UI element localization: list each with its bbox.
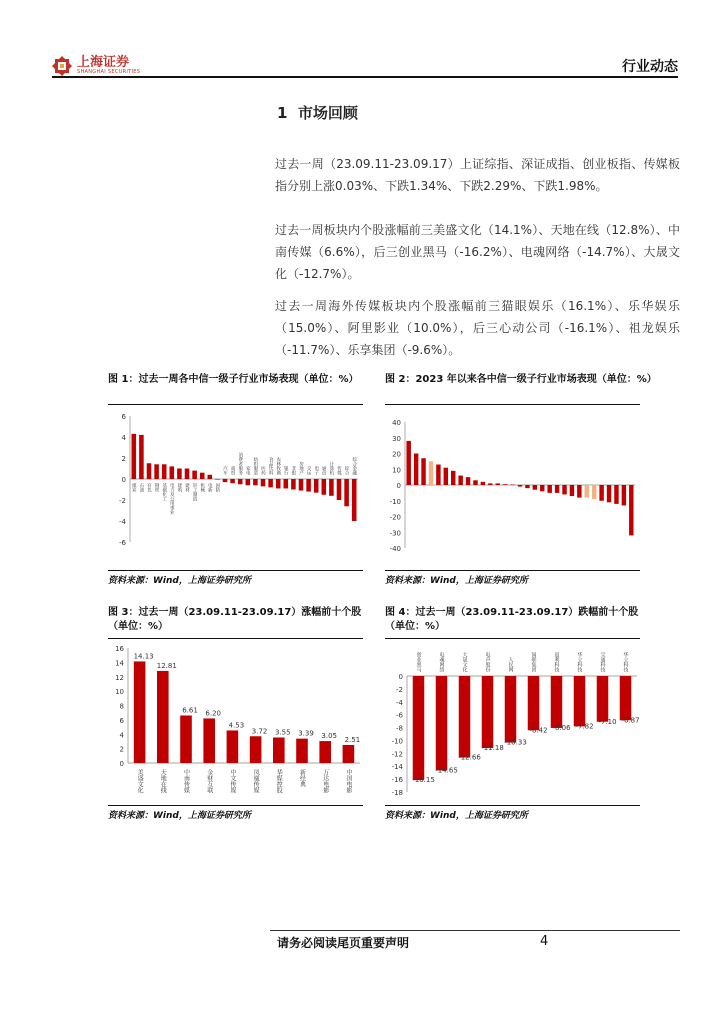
y-tick-label: 10 bbox=[392, 466, 401, 475]
bar bbox=[250, 736, 262, 763]
bar bbox=[607, 485, 611, 502]
bar bbox=[238, 479, 243, 484]
bar bbox=[246, 479, 251, 485]
bar bbox=[574, 676, 586, 726]
header-divider bbox=[52, 76, 678, 78]
figure-4-top-rule bbox=[385, 638, 640, 639]
bar bbox=[599, 485, 603, 501]
bar bbox=[147, 463, 152, 479]
x-tick-label: 商贸 bbox=[230, 466, 236, 475]
bar bbox=[436, 676, 448, 770]
bar bbox=[352, 479, 357, 521]
figure-2-bottom-rule bbox=[385, 570, 640, 571]
bar bbox=[577, 485, 581, 498]
x-tick-label: 宝通科技 bbox=[599, 652, 606, 672]
data-label: 3.05 bbox=[321, 732, 337, 741]
x-tick-label: 建材 bbox=[184, 483, 190, 492]
paragraph-index-summary: 过去一周（23.09.11-23.09.17）上证综指、深证成指、创业板指、传媒板指分别上涨0.03%、下跌1.34%、下跌2.29%、下跌1.98%。 bbox=[275, 157, 680, 193]
y-tick-label: -8 bbox=[396, 724, 403, 733]
y-tick-label: 8 bbox=[119, 702, 124, 711]
data-label: -16.15 bbox=[412, 776, 435, 785]
brand-logo-icon bbox=[52, 56, 72, 76]
figure-3-top-rule bbox=[108, 638, 363, 639]
bar bbox=[488, 483, 492, 485]
bar bbox=[429, 461, 433, 485]
x-tick-label: 中南传媒 bbox=[182, 769, 190, 793]
section-title bbox=[277, 102, 358, 123]
x-tick-label: 华立科技 bbox=[576, 652, 583, 672]
paragraph-sector-stocks: 过去一周板块内个股涨幅前三美盛文化（14.1%）、天地在线（12.8%）、中南传媒（6.6%），后三创业黑马（-16.2%）、电魂网络（-14.7%）、大晟文化（-12.7%）。 bbox=[275, 223, 680, 281]
bar bbox=[614, 485, 618, 504]
data-label: -8.06 bbox=[552, 723, 571, 732]
x-tick-label: 电魂网络 bbox=[438, 652, 445, 672]
x-tick-label: 大晟文化 bbox=[461, 652, 468, 672]
page-number: 4 bbox=[540, 934, 549, 949]
x-tick-label: 房地产 bbox=[298, 461, 304, 475]
y-tick-label: -10 bbox=[391, 737, 403, 746]
figure-2-source: 资料来源：Wind，上海证券研究所 bbox=[385, 576, 528, 586]
y-tick-label: -40 bbox=[389, 545, 401, 553]
x-tick-label: 电力及公用事业 bbox=[169, 483, 175, 515]
x-tick-label: 国联集团 bbox=[530, 652, 537, 672]
y-tick-label: -2 bbox=[396, 685, 403, 694]
figure-3-bottom-rule bbox=[108, 805, 363, 806]
x-tick-label: 中国电影 bbox=[344, 769, 352, 793]
data-label: 4.53 bbox=[228, 721, 245, 730]
data-label: 3.55 bbox=[275, 728, 291, 737]
x-tick-label: 综合 bbox=[344, 466, 350, 475]
figure-4-source: 资料来源：Wind，上海证券研究所 bbox=[385, 811, 528, 821]
bar bbox=[162, 464, 167, 479]
bar bbox=[329, 479, 334, 496]
x-tick-label: 有色 bbox=[146, 483, 152, 492]
data-label: -11.18 bbox=[481, 744, 504, 753]
bar bbox=[555, 485, 559, 493]
data-label: 12.81 bbox=[156, 661, 177, 670]
bar bbox=[503, 484, 507, 485]
y-tick-label: -16 bbox=[391, 776, 403, 785]
bar bbox=[444, 468, 448, 485]
data-label: 14.13 bbox=[133, 652, 154, 661]
bar bbox=[562, 485, 566, 494]
x-tick-label: 基础化工 bbox=[161, 483, 167, 501]
bar bbox=[620, 676, 632, 720]
y-tick-label: 0 bbox=[121, 476, 126, 484]
x-tick-label: 汽车 bbox=[222, 466, 228, 475]
x-tick-label: 建筑 bbox=[176, 483, 182, 492]
x-tick-label: 美盛文化 bbox=[136, 769, 144, 793]
x-tick-label: 电声股份 bbox=[484, 652, 491, 672]
y-tick-label: -6 bbox=[119, 539, 126, 547]
x-tick-label: 天地在线 bbox=[159, 769, 167, 793]
data-label: 3.72 bbox=[251, 727, 268, 736]
y-tick-label: -20 bbox=[389, 513, 401, 522]
data-label: -14.65 bbox=[435, 766, 458, 775]
x-tick-label: 综合金融 bbox=[351, 457, 357, 475]
x-tick-label: 万达电影 bbox=[321, 769, 329, 793]
y-tick-label: -6 bbox=[396, 711, 403, 720]
section-number: 1 bbox=[277, 104, 288, 122]
brand-name-en: SHANGHAI SECURITIES bbox=[77, 69, 141, 75]
y-tick-label: 6 bbox=[121, 413, 126, 421]
x-tick-label: 华立科技 bbox=[622, 652, 629, 672]
figure-4-bottom-rule bbox=[385, 805, 640, 806]
bar bbox=[518, 485, 522, 487]
x-tick-label: 石油 bbox=[138, 483, 144, 492]
bar bbox=[547, 485, 551, 493]
figure-1-top-rule bbox=[108, 404, 363, 405]
bar bbox=[496, 483, 500, 485]
bar bbox=[592, 485, 596, 499]
y-tick-label: 4 bbox=[119, 731, 124, 740]
bar bbox=[180, 715, 192, 763]
bar bbox=[525, 485, 529, 488]
bar bbox=[177, 469, 182, 480]
figure-4-title: 图 4：过去一周（23.09.11-23.09.17）跌幅前十个股（单位：%） bbox=[385, 607, 639, 632]
bar bbox=[319, 741, 331, 763]
bar bbox=[414, 454, 418, 486]
figure-4-chart bbox=[385, 642, 640, 802]
data-label: -7.10 bbox=[598, 717, 617, 726]
bar bbox=[253, 479, 258, 485]
bar bbox=[533, 485, 537, 490]
data-label: 3.39 bbox=[298, 729, 314, 738]
bar bbox=[481, 482, 485, 485]
x-tick-label: 计算机 bbox=[328, 461, 334, 475]
bar bbox=[413, 676, 425, 780]
x-tick-label: 家电 bbox=[245, 466, 251, 475]
y-tick-label: 0 bbox=[396, 482, 401, 490]
x-tick-label: 纺织服装 bbox=[252, 457, 258, 475]
bar bbox=[170, 466, 175, 479]
x-tick-label: 凤凰传媒 bbox=[252, 769, 260, 793]
bar bbox=[268, 479, 273, 487]
figure-2-title: 图 2：2023 年以来各中信一级子行业市场表现（单位：%） bbox=[385, 374, 657, 385]
bar bbox=[510, 485, 514, 486]
y-tick-label: 16 bbox=[115, 645, 124, 653]
x-tick-label: 医药 bbox=[260, 466, 266, 475]
section-heading: 市场回顾 bbox=[297, 104, 358, 122]
bar bbox=[203, 718, 215, 763]
bar bbox=[132, 434, 137, 479]
figure-1-title: 图 1：过去一周各中信一级子行业市场表现（单位：%） bbox=[108, 374, 359, 385]
x-tick-label: 返利科技 bbox=[553, 652, 560, 672]
x-tick-label: 机械 bbox=[199, 483, 205, 492]
y-tick-label: 14 bbox=[115, 659, 124, 668]
x-tick-label: 钢铁 bbox=[154, 483, 160, 492]
data-label: 2.51 bbox=[344, 735, 361, 744]
bar bbox=[459, 676, 471, 758]
bar bbox=[284, 479, 289, 488]
x-tick-label: 电子 bbox=[313, 466, 319, 475]
y-tick-label: -12 bbox=[391, 750, 403, 759]
data-label: -6.87 bbox=[621, 716, 640, 725]
figure-1-source: 资料来源：Wind，上海证券研究所 bbox=[108, 576, 251, 586]
figure-2-top-rule bbox=[385, 404, 640, 405]
bar bbox=[291, 479, 296, 490]
y-tick-label: 0 bbox=[119, 760, 124, 768]
bar bbox=[215, 479, 220, 480]
report-category: 行业动态 bbox=[622, 59, 678, 75]
y-tick-label: 30 bbox=[392, 434, 401, 443]
bar bbox=[570, 485, 574, 496]
x-tick-label: 金财互联 bbox=[205, 769, 213, 793]
y-tick-label: 6 bbox=[119, 716, 124, 725]
bar bbox=[421, 458, 425, 485]
x-tick-label: 农林牧渔 bbox=[275, 457, 281, 475]
bar bbox=[273, 737, 285, 763]
y-tick-label: -2 bbox=[119, 497, 126, 505]
x-tick-label: 煤炭 bbox=[131, 483, 137, 492]
x-tick-label: 通信 bbox=[321, 466, 327, 475]
y-tick-label: 40 bbox=[392, 419, 401, 427]
y-tick-label: 2 bbox=[119, 745, 124, 754]
y-tick-label: 10 bbox=[115, 688, 124, 697]
bar bbox=[314, 479, 319, 493]
bar bbox=[223, 479, 228, 482]
figure-1-bottom-rule bbox=[108, 570, 363, 571]
bar bbox=[597, 676, 609, 722]
x-tick-label: 传媒 bbox=[336, 466, 342, 475]
figure-3-chart bbox=[108, 642, 363, 802]
bar bbox=[458, 476, 462, 485]
bar bbox=[528, 676, 540, 730]
x-tick-label: 轻工制造 bbox=[192, 483, 198, 501]
bar bbox=[337, 479, 342, 500]
y-tick-label: 0 bbox=[398, 673, 403, 681]
x-tick-label: 消费者服务 bbox=[237, 452, 243, 475]
x-tick-label: 创业黑马 bbox=[415, 652, 422, 672]
x-tick-label: 电新 bbox=[207, 483, 213, 492]
y-tick-label: -4 bbox=[396, 698, 403, 707]
bar bbox=[154, 464, 159, 479]
y-tick-label: -18 bbox=[391, 789, 403, 797]
bar bbox=[192, 471, 197, 479]
bar bbox=[261, 479, 266, 486]
bar bbox=[200, 473, 205, 479]
bar bbox=[466, 477, 470, 485]
bar bbox=[134, 661, 146, 763]
data-label: -8.42 bbox=[529, 726, 548, 735]
data-label: -10.33 bbox=[504, 738, 527, 747]
bar bbox=[451, 471, 455, 485]
bar bbox=[185, 469, 190, 480]
footer-disclaimer: 请务必阅读尾页重要声明 bbox=[277, 936, 410, 950]
bar bbox=[299, 479, 304, 491]
bar bbox=[482, 676, 494, 748]
x-tick-label: 银行 bbox=[283, 466, 289, 475]
bar bbox=[157, 671, 169, 763]
data-label: 6.61 bbox=[182, 706, 198, 715]
brand-logo bbox=[52, 56, 140, 76]
figure-1-chart bbox=[108, 408, 363, 568]
figure-2-chart bbox=[385, 408, 640, 568]
footer-divider bbox=[270, 930, 680, 931]
y-tick-label: -14 bbox=[391, 763, 403, 772]
x-tick-label: 非银 bbox=[290, 466, 296, 475]
bar bbox=[551, 676, 563, 728]
y-tick-label: 4 bbox=[121, 434, 126, 442]
bar bbox=[622, 485, 626, 505]
bar bbox=[436, 465, 440, 485]
bar bbox=[139, 435, 144, 479]
bar bbox=[227, 730, 239, 763]
x-tick-label: 中文传媒 bbox=[228, 769, 236, 793]
bar bbox=[540, 485, 544, 491]
y-tick-label: -30 bbox=[389, 529, 401, 538]
x-tick-label: 食品饮料 bbox=[268, 457, 274, 475]
y-tick-label: -10 bbox=[389, 497, 401, 506]
paragraph-overseas-stocks: 过去一周海外传媒板块内个股涨幅前三猫眼娱乐（16.1%）、乐华娱乐（15.0%）、阿里影业（10.0%），后三心动公司（-16.1%）、祖龙娱乐（-11.7%）、乐享集团（-9.6%）。 bbox=[275, 299, 680, 357]
figure-3-title: 图 3：过去一周（23.09.11-23.09.17）涨幅前十个股（单位：%） bbox=[108, 607, 362, 632]
bar bbox=[322, 479, 327, 495]
data-label: 6.20 bbox=[205, 709, 221, 718]
bar bbox=[344, 479, 349, 506]
x-tick-label: 交运 bbox=[306, 466, 312, 475]
bar bbox=[406, 441, 410, 485]
bar bbox=[585, 485, 589, 498]
x-tick-label: 人民网 bbox=[507, 657, 514, 672]
x-tick-label: 国防 bbox=[214, 483, 220, 492]
y-tick-label: 20 bbox=[392, 450, 401, 459]
bar bbox=[306, 479, 311, 492]
x-tick-label: 华媒控股 bbox=[275, 769, 283, 793]
brand-name: 上海证券 bbox=[77, 55, 130, 70]
x-tick-label: 新经典 bbox=[298, 769, 306, 787]
y-tick-label: 2 bbox=[121, 455, 126, 463]
bar bbox=[505, 676, 517, 743]
figure-3-source: 资料来源：Wind，上海证券研究所 bbox=[108, 811, 251, 821]
data-label: -7.82 bbox=[575, 722, 594, 731]
bar bbox=[296, 739, 308, 763]
bar bbox=[208, 475, 213, 479]
bar bbox=[629, 485, 633, 535]
y-tick-label: -4 bbox=[119, 518, 126, 526]
bar bbox=[230, 479, 235, 483]
bar bbox=[343, 745, 355, 763]
bar bbox=[473, 480, 477, 485]
y-tick-label: 12 bbox=[115, 673, 124, 682]
bar bbox=[276, 479, 281, 488]
data-label: -12.66 bbox=[458, 753, 481, 762]
